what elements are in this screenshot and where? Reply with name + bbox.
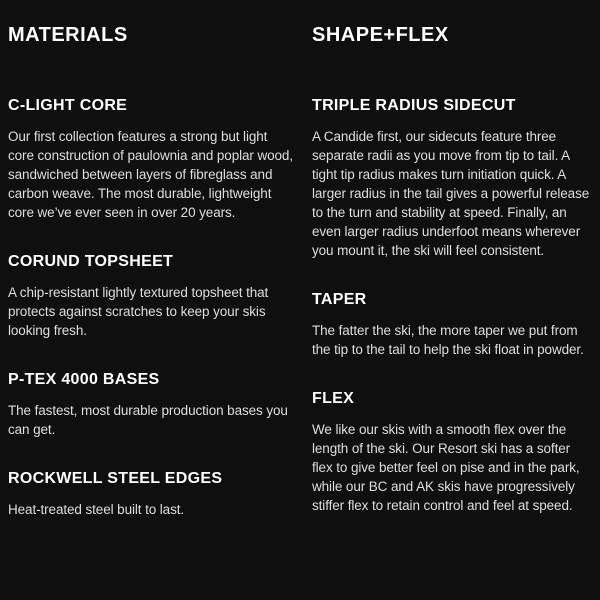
section-body: A Candide first, our sidecuts feature three separate radii as you move from tip to tail. A tight tip radius makes turn initiation quick. A larger radius in the tail gives a powerful release to the turn and stability at speed. Finally, an even larger radius underfoot means wherever you mount it, the ski will feel consistent. (312, 129, 590, 258)
section-heading: CORUND TOPSHEET (8, 253, 174, 270)
section-corund-topsheet (8, 252, 294, 340)
section-heading: C-LIGHT CORE (8, 97, 128, 114)
section-rockwell-edges (8, 469, 294, 519)
column-title-materials: MATERIALS (8, 24, 128, 46)
section-flex (312, 389, 594, 515)
column-title-shape-flex: SHAPE+FLEX (312, 24, 449, 46)
section-triple-radius-sidecut (312, 96, 594, 260)
section-body: The fatter the ski, the more taper we put from the tip to the tail to help the ski float in powder. (312, 323, 584, 357)
section-body: A chip-resistant lightly textured topsheet that protects against scratches to keep your skis looking fresh. (8, 285, 269, 338)
section-heading: P-TEX 4000 BASES (8, 371, 160, 388)
section-heading: TRIPLE RADIUS SIDECUT (312, 97, 516, 114)
section-heading: ROCKWELL STEEL EDGES (8, 470, 223, 487)
section-body: We like our skis with a smooth flex over the length of the ski. Our Resort ski has a softer flex to give better feel on pise and in the park, while our BC and AK skis have progressively stiffer flex to retain control and feel at speed. (312, 422, 580, 513)
section-body: Heat-treated steel built to last. (8, 502, 185, 517)
section-c-light-core (8, 96, 294, 222)
shape-flex-column (300, 0, 600, 600)
section-body: The fastest, most durable production bases you can get. (8, 403, 288, 437)
section-ptex-bases (8, 370, 294, 439)
section-heading: FLEX (312, 390, 355, 407)
section-taper (312, 290, 594, 359)
section-body: Our first collection features a strong but light core construction of paulownia and poplar wood, sandwiched between layers of fibreglass and carbon weave. The most durable, lightweight core we’ve ever seen in over 20 years. (8, 129, 293, 220)
section-heading: TAPER (312, 291, 367, 308)
